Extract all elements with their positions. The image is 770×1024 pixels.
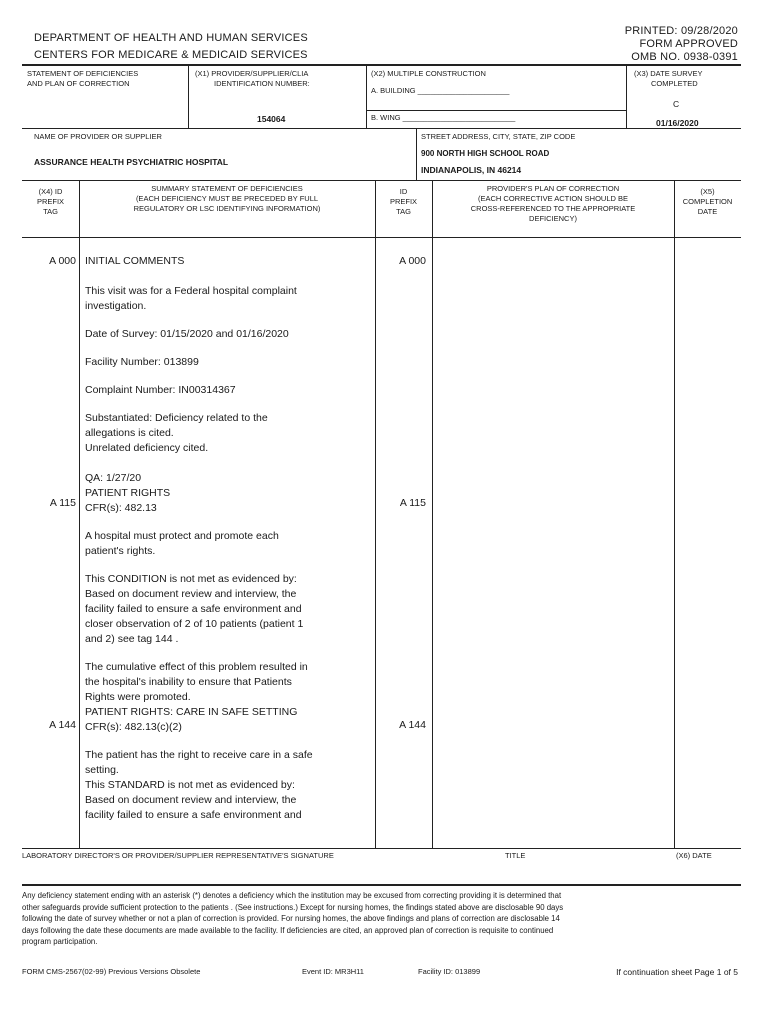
text-line: facility failed to ensure a safe environment and xyxy=(85,809,302,821)
box-divider-1 xyxy=(22,128,741,129)
x1-label-2: IDENTIFICATION NUMBER: xyxy=(214,79,310,88)
text-line: CFR(s): 482.13(c)(2) xyxy=(85,721,182,733)
plan-header-line-3: CROSS-REFERENCED TO THE APPROPRIATE xyxy=(470,204,636,213)
provider-number: 154064 xyxy=(257,114,286,124)
x5-header-line-3: DATE xyxy=(697,207,718,216)
x1-label-1: (X1) PROVIDER/SUPPLIER/CLIA xyxy=(195,69,309,78)
plan-header xyxy=(432,184,674,224)
address-label: STREET ADDRESS, CITY, STATE, ZIP CODE xyxy=(421,132,576,141)
tag-a000: A 000 xyxy=(49,255,76,267)
address-left xyxy=(416,128,417,180)
top-border xyxy=(22,64,741,66)
text-line: This visit was for a Federal hospital complaint xyxy=(85,285,297,297)
address-line-1: 900 NORTH HIGH SCHOOL ROAD xyxy=(421,149,550,158)
plan-header-line-2: (EACH CORRECTIVE ACTION SHOULD BE xyxy=(477,194,629,203)
footnote xyxy=(22,890,742,948)
department-title: DEPARTMENT OF HEALTH AND HUMAN SERVICES xyxy=(34,32,308,44)
body-bottom xyxy=(22,848,741,849)
summary-header-line-3: REGULATORY OR LSC IDENTIFYING INFORMATION) xyxy=(133,204,321,213)
x4-header-line-1: (X4) ID xyxy=(38,187,63,196)
paragraph-facility xyxy=(85,355,370,370)
x3-label-1: (X3) DATE SURVEY xyxy=(634,69,703,78)
plan-header-line-4: DEFICIENCY) xyxy=(529,214,577,223)
text-line: setting. xyxy=(85,764,119,776)
id-tag-a000: A 000 xyxy=(399,255,426,267)
id-header xyxy=(375,187,432,217)
x2-divider xyxy=(366,110,626,111)
tag-a144: A 144 xyxy=(49,719,76,731)
x2-building: A. BUILDING ______________________ xyxy=(371,86,510,95)
footnote-line: other safeguards provide sufficient protection to the patients . (See instructions.) Except for nursing homes, the findings stated above are disclosable 90 days xyxy=(22,902,564,912)
text-line: Rights were promoted. xyxy=(85,691,191,703)
paragraph-condition xyxy=(85,572,370,647)
provider-name-label: NAME OF PROVIDER OR SUPPLIER xyxy=(34,132,162,141)
text-line: facility failed to ensure a safe environment and xyxy=(85,603,302,615)
x4-header-line-3: TAG xyxy=(43,207,58,216)
footnote-line: days following the date these documents are made available to the facility. If deficiencies are cited, an approved plan of correction is requisite to continued xyxy=(22,925,554,935)
col-sep-2 xyxy=(375,180,376,848)
statement-label-1: STATEMENT OF DEFICIENCIES xyxy=(27,69,139,78)
patient-rights-heading: PATIENT RIGHTS xyxy=(85,487,171,499)
paragraph-complaint xyxy=(85,383,370,398)
paragraph-hospital-must xyxy=(85,529,370,559)
centers-title: CENTERS FOR MEDICARE & MEDICAID SERVICES xyxy=(34,49,308,61)
text-line: Based on document review and interview, the xyxy=(85,588,297,600)
text-line: CFR(s): 482.13 xyxy=(85,502,157,514)
text-line: investigation. xyxy=(85,300,147,312)
summary-header xyxy=(79,184,375,214)
id-header-line-2: PREFIX xyxy=(389,197,418,206)
text-line: A hospital must protect and promote each xyxy=(85,530,279,542)
paragraph-date xyxy=(85,327,370,342)
text-line: The patient has the right to receive care in a safe xyxy=(85,749,313,761)
paragraph-safe-setting xyxy=(85,748,370,823)
x1-left xyxy=(188,64,189,128)
signature-label: LABORATORY DIRECTOR'S OR PROVIDER/SUPPLIER REPRESENTATIVE'S SIGNATURE xyxy=(22,851,334,860)
footnote-line: following the date of survey whether or not a plan of correction is provided. For nursing homes, the above findings and plans of correction are disclosable 14 xyxy=(22,914,560,923)
text-line: This CONDITION is not met as evidenced by: xyxy=(85,573,297,585)
safe-setting-heading: PATIENT RIGHTS: CARE IN SAFE SETTING xyxy=(85,706,298,718)
x4-header-line-2: PREFIX xyxy=(36,197,65,206)
survey-date: 01/16/2020 xyxy=(656,118,699,128)
id-tag-a115: A 115 xyxy=(399,497,426,509)
summary-header-line-1: SUMMARY STATEMENT OF DEFICIENCIES xyxy=(151,184,303,193)
box-divider-2 xyxy=(22,180,741,181)
footnote-line: program participation. xyxy=(22,937,98,946)
text-line: the hospital's inability to ensure that Patients xyxy=(85,676,292,688)
omb-number: OMB NO. 0938-0391 xyxy=(631,51,738,63)
initial-comments-heading: INITIAL COMMENTS xyxy=(85,255,185,267)
id-header-line-1: ID xyxy=(399,187,408,196)
x3-left xyxy=(626,64,627,128)
text-line: Complaint Number: IN00314367 xyxy=(85,384,236,396)
provider-name: ASSURANCE HEALTH PSYCHIATRIC HOSPITAL xyxy=(34,157,229,167)
text-line: The cumulative effect of this problem resulted in xyxy=(85,661,308,673)
facility-id: Facility ID: 013899 xyxy=(418,967,481,976)
col-sep-4 xyxy=(674,180,675,848)
id-header-line-3: TAG xyxy=(396,207,411,216)
statement-label-2: AND PLAN OF CORRECTION xyxy=(27,79,130,88)
x5-header xyxy=(674,187,741,217)
signature-bottom xyxy=(22,884,741,886)
paragraph-qa xyxy=(85,471,370,516)
text-line: closer observation of 2 of 10 patients (patient 1 xyxy=(85,618,304,630)
text-line: Facility Number: 013899 xyxy=(85,356,199,368)
event-id: Event ID: MR3H11 xyxy=(302,967,364,976)
text-line: QA: 1/27/20 xyxy=(85,472,142,484)
x2-left xyxy=(366,64,367,128)
x2-wing: B. WING ___________________________ xyxy=(371,113,516,122)
footnote-line: Any deficiency statement ending with an asterisk (*) denotes a deficiency which the institution may be excused from correcting providing it is determined that xyxy=(22,891,562,900)
x6-date-label: (X6) DATE xyxy=(676,851,712,860)
text-line: Date of Survey: 01/15/2020 and 01/16/2020 xyxy=(85,328,289,340)
title-label: TITLE xyxy=(505,851,526,860)
text-line: Based on document review and interview, the xyxy=(85,794,297,806)
x2-label: (X2) MULTIPLE CONSTRUCTION xyxy=(371,69,486,78)
text-line: and 2) see tag 144 . xyxy=(85,633,179,645)
x4-header xyxy=(22,187,79,217)
id-tag-a144: A 144 xyxy=(399,719,426,731)
form-number: FORM CMS-2567(02-99) Previous Versions Obsolete xyxy=(22,967,201,976)
summary-body xyxy=(85,254,370,823)
text-line: Substantiated: Deficiency related to the xyxy=(85,412,268,424)
survey-type: C xyxy=(673,99,680,109)
printed-date: PRINTED: 09/28/2020 xyxy=(624,25,738,37)
paragraph-visit xyxy=(85,284,370,314)
page-indicator: If continuation sheet Page 1 of 5 xyxy=(616,967,738,977)
text-line: allegations is cited. xyxy=(85,427,174,439)
form-approved: FORM APPROVED xyxy=(639,38,738,50)
text-line: patient's rights. xyxy=(85,545,156,557)
address-line-2: INDIANAPOLIS, IN 46214 xyxy=(421,165,522,175)
summary-header-line-2: (EACH DEFICIENCY MUST BE PRECEDED BY FULL xyxy=(135,194,319,203)
text-line: Unrelated deficiency cited. xyxy=(85,442,209,454)
tag-a115: A 115 xyxy=(49,497,76,509)
text-line: This STANDARD is not met as evidenced by: xyxy=(85,779,295,791)
column-header-bottom xyxy=(22,237,741,238)
paragraph-cumulative xyxy=(85,660,370,735)
col-sep-3 xyxy=(432,180,433,848)
paragraph-substantiated xyxy=(85,411,370,456)
x5-header-line-1: (X5) xyxy=(700,187,715,196)
plan-header-line-1: PROVIDER'S PLAN OF CORRECTION xyxy=(486,184,620,193)
x5-header-line-2: COMPLETION xyxy=(682,197,733,206)
col-sep-1 xyxy=(79,180,80,848)
x3-label-2: COMPLETED xyxy=(651,79,698,88)
